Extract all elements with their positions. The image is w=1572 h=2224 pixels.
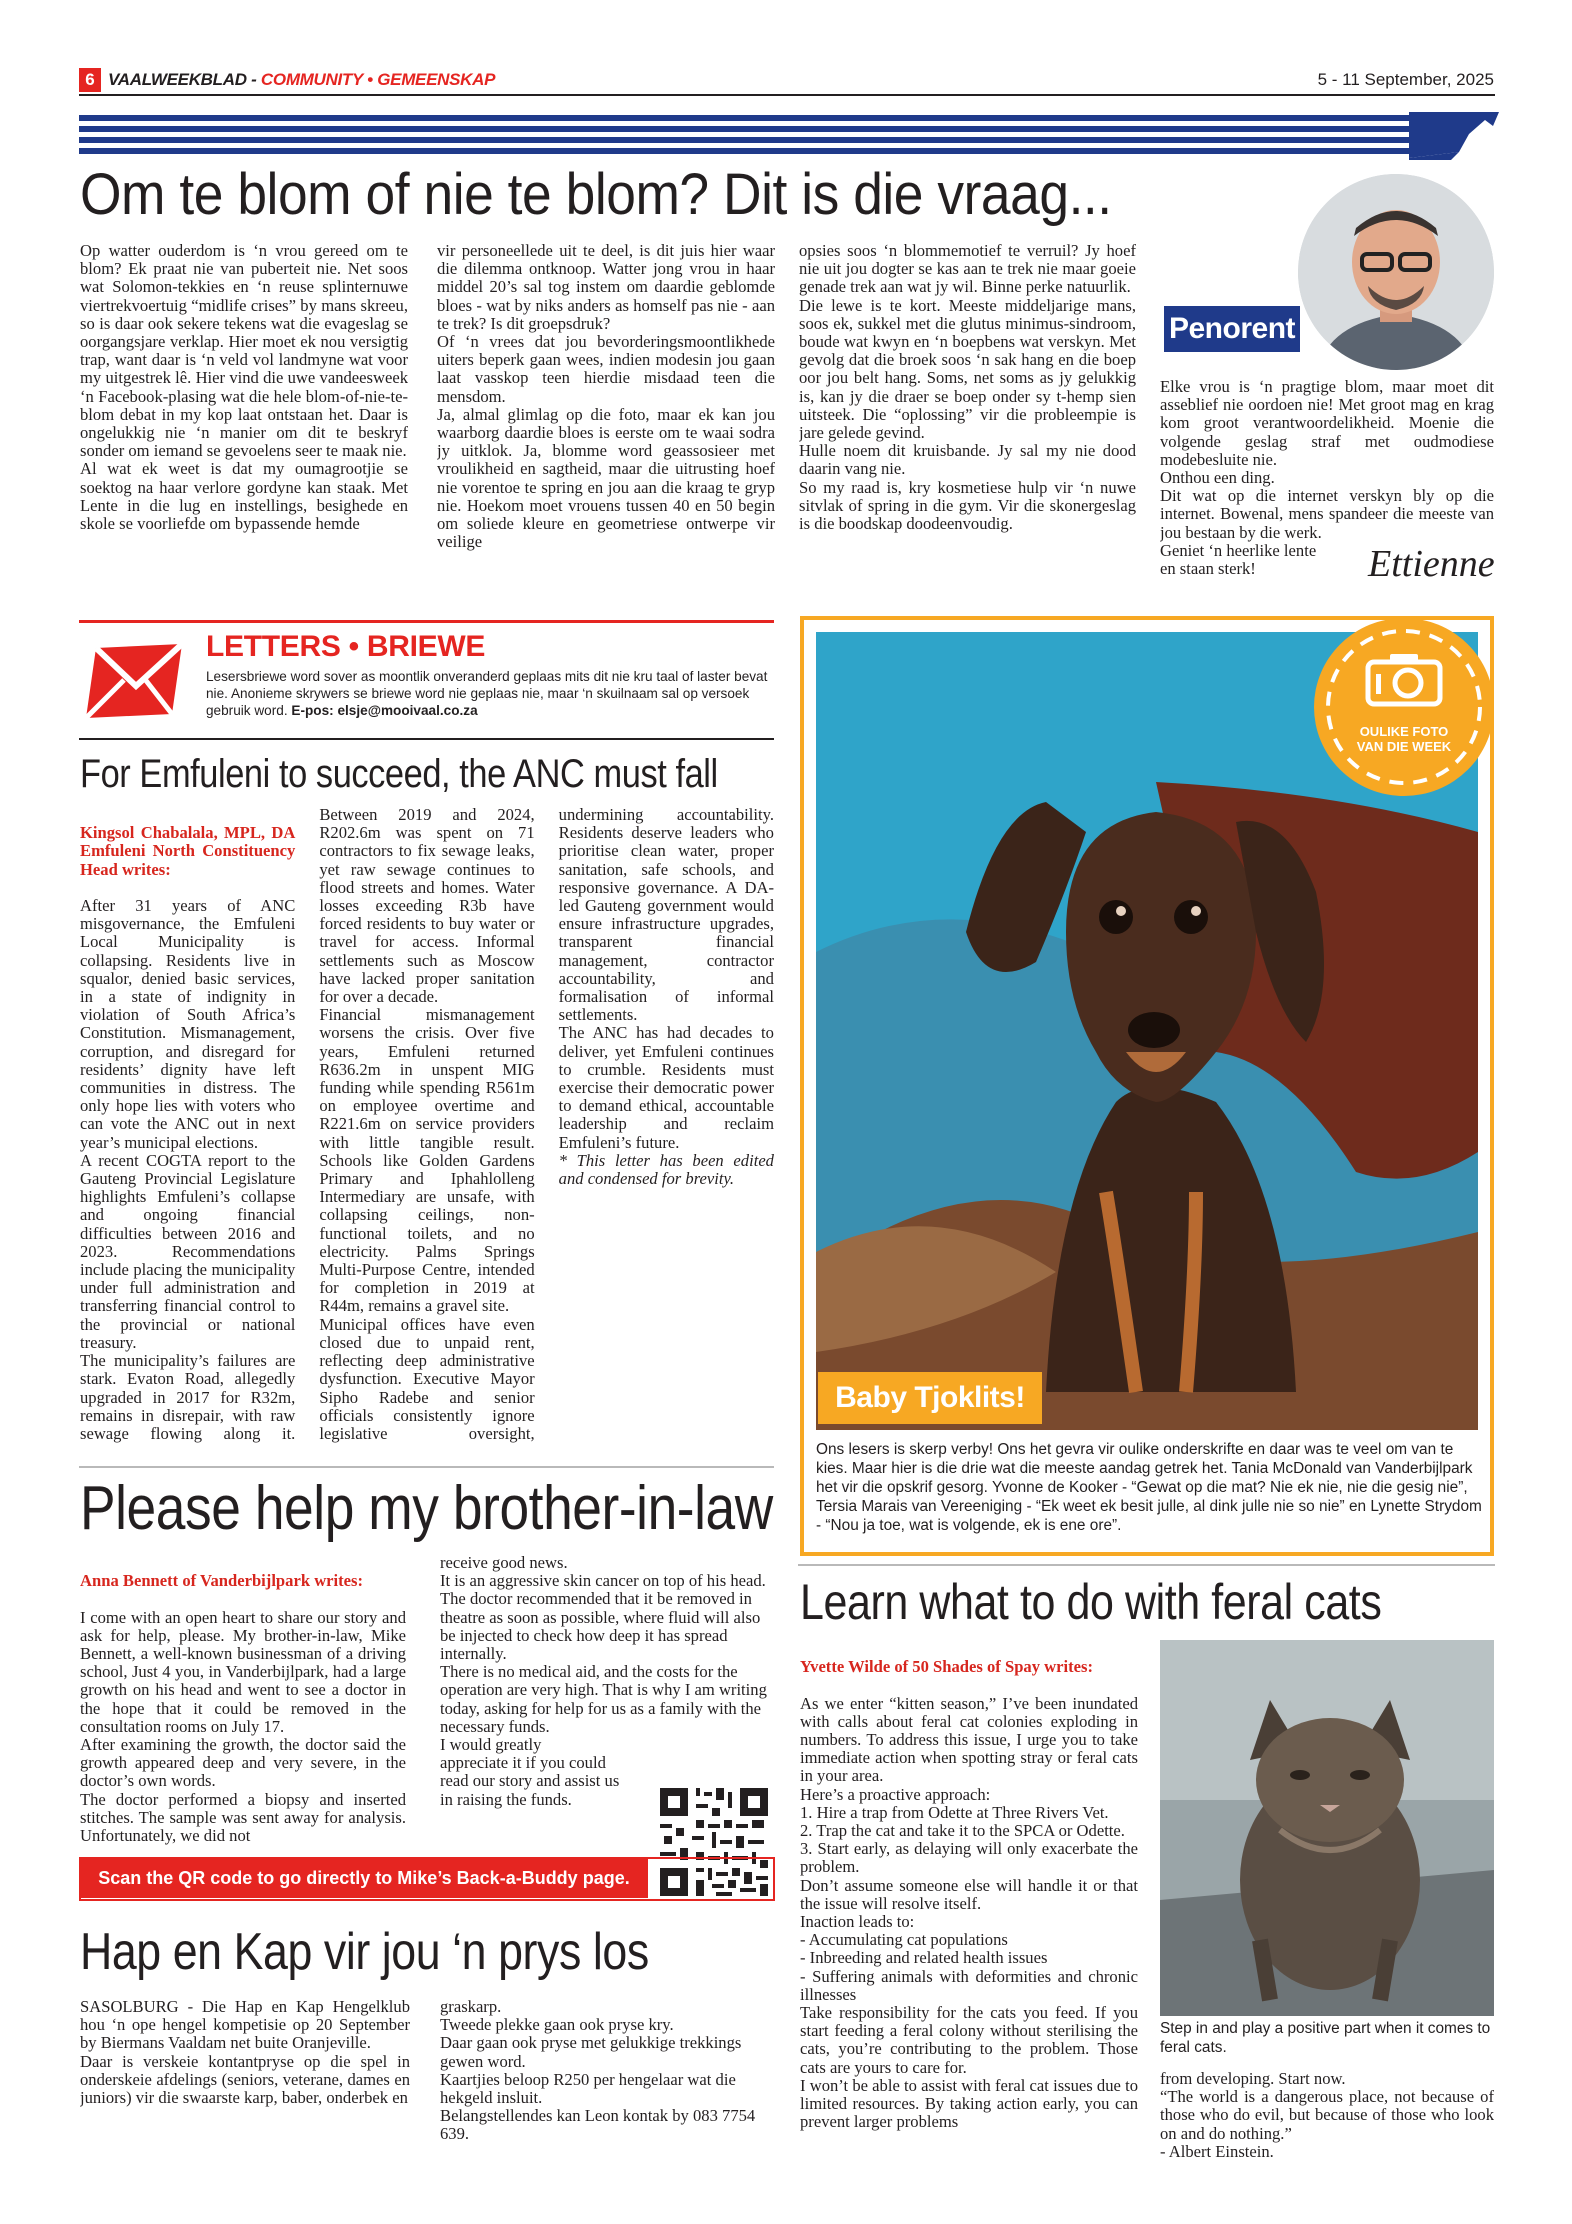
letter1-divider xyxy=(79,1466,774,1468)
columnist-photo xyxy=(1298,174,1494,370)
letters-title: LETTERS • BRIEWE xyxy=(206,630,486,663)
letter3-top-rule xyxy=(798,1564,1495,1566)
section-name: COMMUNITY • GEMEENSKAP xyxy=(260,70,496,89)
masthead-title xyxy=(108,68,495,92)
photo-week-badge-text: OULIKE FOTO VAN DIE WEEK xyxy=(1356,724,1452,754)
letter2-byline: Anna Bennett of Vanderbijlpark writes: xyxy=(80,1571,364,1591)
letter3-headline: Learn what to do with feral cats xyxy=(800,1574,1382,1630)
feral-cat-photo xyxy=(1160,1640,1494,2016)
column-text-1: Op watter ouderdom is ‘n vrou gereed om te blom? Ek praat nie van puberteit nie. Net soos wat Solomon-tekkies en ‘n reuse splinternuwe viertrekvoertuig “midlife crises” by mans skreeu, so is daar ook sekere tekens wat die evageslag se oorgangsjare verklap. Hier moet ek nou versigtig trap, want daar is ‘n veld vol landmyne wat voor my uitgestrek lê. Hier vind die uwe vandeesweek ‘n Facebook-plasing wat die hele blom-of-nie-te-blom debat in my kop laat ontstaan het. Daar is ongelukkig nie ‘n manier om dit te beskryf sonder om iemand se gevoelens seer te maak nie. Al wat ek weet is dat my oumagrootjie se soektog na haar verlore gordyne kan staak. Met Lente in die lug en instellings, besighede en skole se voorliefde om bypassende hemde xyxy=(80,242,408,534)
photo-week-caption: Ons lesers is skerp verby! Ons het gevra vir oulike onderskrifte en daar was te veel om van te kies. Maar hier is die drie wat die meeste aandag getrek het. Tania McDonald van Vanderbijlpark het vir die opskrif gesorg. Yvonne de Kooker - “Gewat op die mat? Nie ek nie, nie die gesig nie”, Tersia Marais van Vereeniging - “Ek weet ek besit julle, al dink julle nie so nie” en Lynette Strydom - “Nou ja toe, wat is volgende, ek is ene ore”. xyxy=(816,1441,1482,1534)
penorent-label: Penorent xyxy=(1164,306,1300,352)
letter1-text: After 31 years of ANC misgovernance, the Emfuleni Local Municipality is collapsing. Residents live in squalor, denied basic services, in a state of indignity in violation of South Africa’s Constitution. Mismanagement, corruption, and disregard for residents’ dignity have left communities in distress. The only hope lies with voters who can vote the ANC out in next year’s municipal elections. A recent COGTA report to the Gauteng Provincial Legislature highlights Emfuleni’s collapse and ongoing financial difficulties between 2016 and 2023. Recommendations include placing the municipality under full administration and transferring financial control to the provincial or national treasury. The municipality’s failures are stark. Evaton Road, allegedly upgraded in 2017 for R32m, remains in disrepair, with raw sewage flowing along it. Between 2019 and 2024, R202.6m was spent on 71 contractors to fix sewage leaks, yet raw sewage continues to flood streets and homes. Water losses exceeding R3b have forced residents to buy water or travel for access. Informal settlements such as Moscow have lacked proper sanitation for over a decade. Financial mismanagement worsens the crisis. Over five years, Emfuleni returned R636.2m in unspent MIG funding while spending R561m on employee overtime and R221.6m on service providers with little tangible result. Schools like Golden Gardens Primary and Iphahlolleng Intermediary are unsafe, with collapsing ceilings, non-functional toilets, and no electricity. Palms Springs Multi-Purpose Centre, intended for completion in 2019 at R44m, remains a gravel site. Municipal offices have even closed due to unpaid rent, reflecting deep administrative dysfunction. Executive Mayor Sipho Radebe and senior officials consistently ignore legislative oversight, undermining accountability. Residents deserve leaders who prioritise clean water, proper sanitation, safe schools, and responsive governance. A DA-led Gauteng government would ensure infrastructure upgrades, transparent financial management, contractor accountability, and formalisation of informal settlements. The ANC has had decades to deliver, yet Emfuleni continues to crumble. Residents must exercise their democratic power to demand ethical, accountable leadership and reclaim Emfuleni’s future. xyxy=(80,806,774,1443)
letters-email: E-pos: elsje@mooivaal.co.za xyxy=(291,703,478,718)
letter2-col2: receive good news. It is an aggressive skin cancer on top of his head. The doctor recommended that it be removed in theatre as soon as possible, where fluid will also be injected to check how deep it has spread internally. There is no medical aid, and the costs for the operation are very high. That is why I am writing today, asking for help for us as a family with the necessary funds. I would greatly appreciate it if you could read our story and assist us in raising the funds. xyxy=(440,1554,767,1809)
qr-code[interactable] xyxy=(656,1784,772,1900)
feral-cat-caption: Step in and play a positive part when it comes to feral cats. xyxy=(1160,2020,1491,2056)
pencil-stripe-banner xyxy=(79,112,1499,160)
column-text-2: vir personeellede uit te deel, is dit juis hier waar die dilemma ontknoop. Watter jong vrou in haar middel 20’s sal tog instem om daardie geblomde bloes - wat by niks anders as homself pas nie - aan te trek? Is dit groepsdruk? Of ‘n vrees dat jou bevorderingsmoontlikhede uiters beperk gaan wees, indien modesin jou gaan laat vasskop teen hierdie misdaad teen die mensdom. Ja, almal glimlag op die foto, maar ek kan jou waarborg daardie bloes is eerste om te waai sodra jy uitklok. Ja, blomme word geassosieer met vroulikheid en sagtheid, maar die uitrusting hoef nie vorentoe te spring en jou aan die kraag te gryp nie. Hoekom moet vrouens tussen 40 en 50 begin om soliede kleure en geometriese ontwerpe vir veilige xyxy=(437,242,775,552)
letter2-col1 xyxy=(80,1554,406,1854)
column-text-3: opsies soos ‘n blommemotief te verruil? Jy hoef nie uit jou dogter se kas aan te trek nie maar goeie genade trek aan wat jy wil. Binne perke natuurlik. Die lewe is te kort. Meeste middeljarige mans, soos ek, sukkel met die glutus minimus-sindroom, boude wat kwyn en ‘n boepbens wat verskyn. Met gevolg dat die broek soos ‘n sak hang en die boep oor jou belt hang. Soms, net soms as jy gelukkig is, kan jy die draer se boep onder sy t-hemp sien uitsteek. Die “oplossing” vir die probleempie is jare gelede gevind. Hulle noem dit kruisbande. Jy sal my nie dood daarin vang nie. So my raad is, kry kosmetiese hulp vir ‘n nuwe sitvlak of spring in die gym. Vir die skonergeslag is die boodskap doodeenvoudig. xyxy=(799,242,1136,534)
letter2-headline: Please help my brother-in-law xyxy=(80,1474,773,1543)
page-number: 6 xyxy=(79,68,101,92)
letter1-editor-note: * This letter has been edited and condensed for brevity. xyxy=(558,1150,774,1189)
camera-icon xyxy=(1364,650,1444,708)
hapkap-col1: SASOLBURG - Die Hap en Kap Hengelklub hou ‘n ope hengel kompetisie op 20 September by Biermans Vaaldam net buite Oranjeville. Daar is verskeie kontantpryse op die spel in onderskeie afdelings (seniors, veterane, dames en juniors) vir die swaarste karp, baber, onderbek en xyxy=(80,1998,410,2108)
column-headline: Om te blom of nie te blom? Dit is die vraag... xyxy=(80,162,1112,227)
columnist-signature: Ettienne xyxy=(1368,543,1495,585)
letters-note-text: Lesersbriewe word sover as moontlik onveranderd geplaas mits dit nie kru taal of laster bevat nie. Anonieme skrywers se briewe word nie geplaas nie, maar ‘n skuilnaam sal op versoek gebruik word. xyxy=(206,669,768,718)
letter3-text: As we enter “kitten season,” I’ve been inundated with calls about feral cat colonies exploding in numbers. To address this issue, I urge you to take immediate action when spotting stray or feral cats in your area. Here’s a proactive approach: 1. Hire a trap from Odette at Three Rivers Vet. 2. Trap the cat and take it to the SPCA or Odette. 3. Start early, as delaying will only exacerbate the problem. Don’t assume someone else will handle it or that the issue will resolve itself. Inaction leads to: - Accumulating cat populations - Inbreeding and related health issues - Suffering animals with deformities and chronic illnesses Take responsibility for the cats you feed. If you start feeding a feral colony without sterilising the cats, you’re contributing to the problem. Those cats are yours to care for. I won’t be able to assist with feral cat issues due to limited resources. By taking action early, you can prevent larger problems xyxy=(800,1693,1138,2132)
letters-top-rule xyxy=(79,620,774,623)
letter2-text-1: I come with an open heart to share our story and ask for help, please. My brother-in-law, Mike Bennett, a well-known businessman of a driving school, Just 4 you, in Vanderbijlpark, had a large growth on his head and went to see a doctor in the hope that it could be removed in the consultation rooms on July 17. After examining the growth, the doctor said the growth appeared deep and very severe, in the doctor’s own words. The doctor performed a biopsy and inserted stitches. The sample was sent away for analysis. Unfortunately, we did not xyxy=(80,1607,406,1846)
letter3-end: from developing. Start now. “The world is a dangerous place, not because of those who do evil, but because of those who look on and do nothing.” - Albert Einstein. xyxy=(1160,2070,1494,2161)
letters-note xyxy=(206,668,770,719)
letters-bottom-rule xyxy=(79,738,774,740)
letter3-body xyxy=(800,1640,1138,2180)
photo-week-badge xyxy=(1314,618,1494,796)
letter1-body xyxy=(80,806,774,1454)
hapkap-headline: Hap en Kap vir jou ‘n prys los xyxy=(80,1923,649,1981)
letter1-headline: For Emfuleni to succeed, the ANC must fall xyxy=(80,752,718,796)
masthead-rule xyxy=(79,94,1495,96)
issue-date: 5 - 11 September, 2025 xyxy=(1317,70,1494,89)
paper-name: VAALWEEKBLAD - xyxy=(108,70,257,89)
column-text-4: Elke vrou is ‘n pragtige blom, maar moet dit asseblief nie oordoen nie! Met groot mag en krag kom groot verantwoordelikheid. Moenie die volgende geslag straf met oudmodiese modebesluite nie. Onthou een ding. Dit wat op die internet verskyn bly op die internet. Bowenal, mens spandeer die meeste van jou bestaan by die werk. Geniet ‘n heerlike lente en staan sterk! xyxy=(1160,378,1494,579)
letter3-byline: Yvette Wilde of 50 Shades of Spay writes: xyxy=(800,1657,1093,1677)
letter1-byline: Kingsol Chabalala, MPL, DA Emfuleni North Constituency Head writes: xyxy=(80,823,296,879)
envelope-icon xyxy=(82,634,190,724)
qr-banner: Scan the QR code to go directly to Mike’s Back-a-Buddy page. xyxy=(80,1858,648,1898)
photo-week-title: Baby Tjoklits! xyxy=(818,1372,1042,1424)
hapkap-col2: graskarp. Tweede plekke gaan ook pryse kry. Daar gaan ook pryse met gelukkige trekkings gewen word. Kaartjies beloop R250 per hengelaar wat die hekgeld insluit. Belangstellendes kan Leon kontak by 083 7754 639. xyxy=(440,1998,756,2144)
